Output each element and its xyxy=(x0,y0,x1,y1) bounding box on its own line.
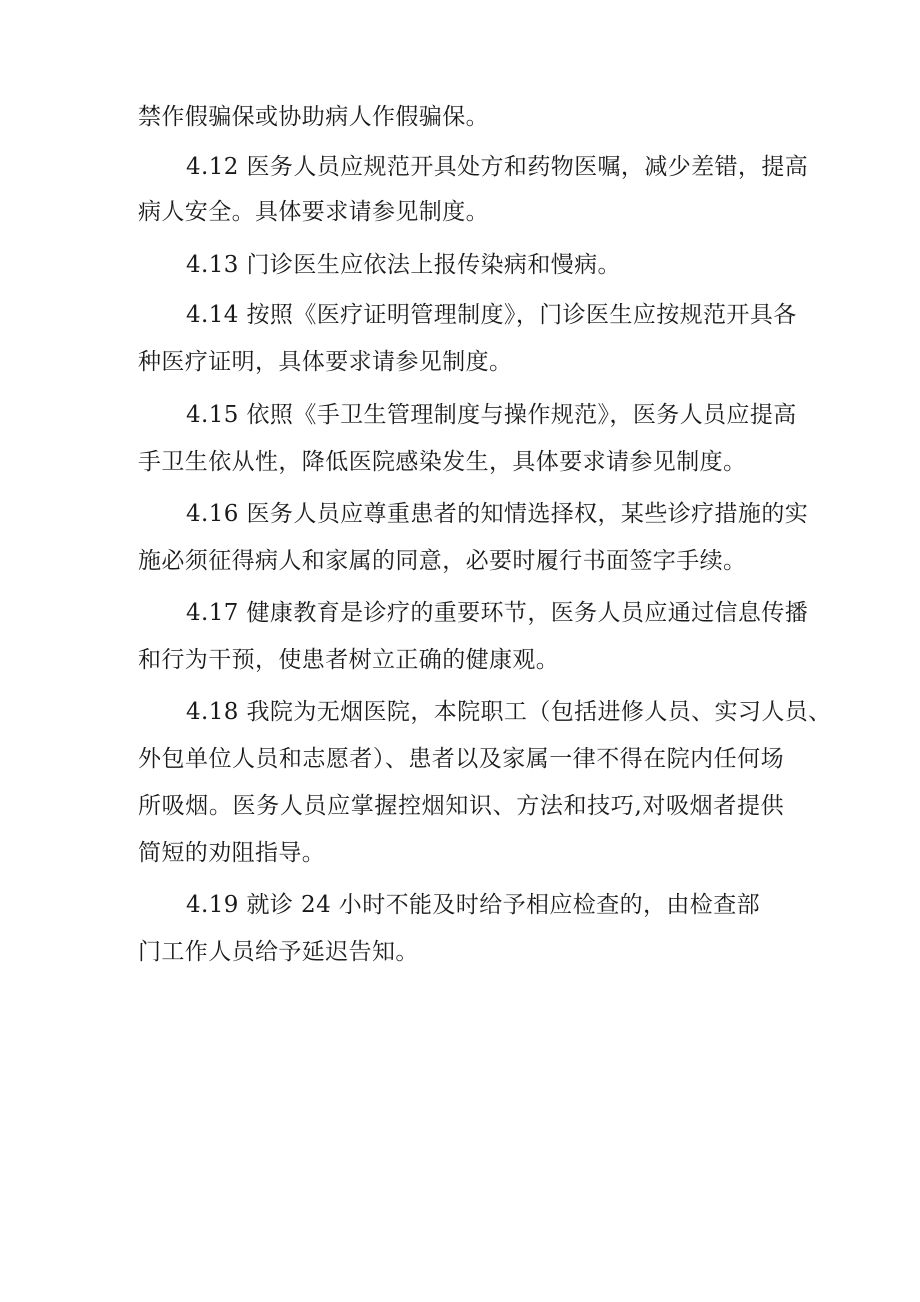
text-line-4-16-cont: 施必须征得病人和家属的同意，必要时履行书面签字手续。 xyxy=(138,548,747,574)
text-line-4-18-cont-3: 简短的劝阻指导。 xyxy=(138,840,326,866)
text-line-4-17-cont: 和行为干预，使患者树立正确的健康观。 xyxy=(138,647,560,673)
text-line-4-12-cont: 病人安全。具体要求请参见制度。 xyxy=(138,199,489,225)
text-line-4-19-cont: 门工作人员给予延迟告知。 xyxy=(138,939,419,965)
text-line-4-15-cont: 手卫生依从性，降低医院感染发生，具体要求请参见制度。 xyxy=(138,449,747,475)
text-line-4-15: 4.15 依照《手卫生管理制度与操作规范》，医务人员应提高 xyxy=(186,402,797,428)
text-line-4-19: 4.19 就诊 24 小时不能及时给予相应检查的，由检查部 xyxy=(186,892,761,918)
text-line-4-14-cont: 种医疗证明，具体要求请参见制度。 xyxy=(138,349,513,375)
text-line-4-14: 4.14 按照《医疗证明管理制度》，门诊医生应按规范开具各 xyxy=(186,302,797,328)
text-line-4-18-cont-1: 外包单位人员和志愿者）、患者以及家属一律不得在院内任何场 xyxy=(138,746,784,772)
text-line-4-17: 4.17 健康教育是诊疗的重要环节，医务人员应通过信息传播 xyxy=(186,600,809,626)
text-line-4-13: 4.13 门诊医生应依法上报传染病和慢病。 xyxy=(186,252,621,278)
text-line-continuation: 禁作假骗保或协助病人作假骗保。 xyxy=(138,104,489,130)
text-line-4-16: 4.16 医务人员应尊重患者的知情选择权，某些诊疗措施的实 xyxy=(186,501,809,527)
text-line-4-18: 4.18 我院为无烟医院，本院职工（包括进修人员、实习人员、 xyxy=(186,699,832,725)
text-line-4-18-cont-2: 所吸烟。医务人员应掌握控烟知识、方法和技巧,对吸烟者提供 xyxy=(138,793,784,819)
text-line-4-12: 4.12 医务人员应规范开具处方和药物医嘱，减少差错，提高 xyxy=(186,154,809,180)
